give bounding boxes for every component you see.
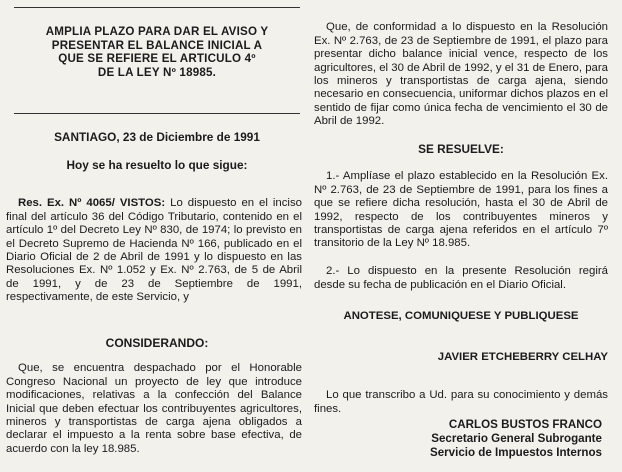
considerando-paragraph: Que, se encuentra despachado por el Honorable Congreso Nacional un proyecto de ley que introduce modificaciones, relativas a la confección del Balance Inicial que deben efectuar los contribuyentes agricultores, mineros y transportistas de carga ajena obligados a declarar el impuesto a la renta sobre base efectiva, de acuerdo con la ley 18.985.: [6, 362, 302, 455]
title-line-3: QUE SE REFIERE EL ARTICULO 4º: [58, 52, 256, 65]
signatory-name: JAVIER ETCHEBERRY CELHAY: [437, 351, 608, 363]
signature-name: CARLOS BUSTOS FRANCO: [448, 418, 602, 431]
signature-title-1: Secretario General Subrogante: [431, 432, 602, 445]
resolved-intro: Hoy se ha resuelto lo que sigue:: [66, 158, 248, 172]
title-line-4: DE LA LEY Nº 18985.: [97, 65, 217, 79]
closing-formula: ANOTESE, COMUNIQUESE Y PUBLIQUESE: [343, 310, 579, 322]
resolution-item-2: 2.- Lo dispuesto en la presente Resolución regirá desde su fecha de publicación en el Diario Oficial.: [314, 265, 608, 291]
opening-paragraph: Que, de conformidad a lo dispuesto en la Resolución Ex. Nº 2.763, de 23 de Septiembre de 1991, el plazo para presentar dicho balance inicial vence, respecto de los agricultores, el 30 de Abril de 1992, y el 31 de Enero, para los mineros y transportistas de carga ajena, siendo necesario en consecuencia, uniformar dichos plazos en el sentido de fijar como única fecha de vencimiento el 30 de Abril de 1992.: [314, 21, 608, 128]
title-rule: [14, 113, 300, 114]
transcription-note: Lo que transcribo a Ud. para su conocimiento y demás fines.: [314, 389, 608, 415]
article-title: [14, 25, 300, 79]
title-line-1: AMPLIA PLAZO PARA DAR EL AVISO Y: [45, 25, 269, 38]
dateline: SANTIAGO, 23 de Diciembre de 1991: [54, 130, 260, 144]
vistos-text: Lo dispuesto en el inciso final del artículo 36 del Código Tributario, contenido en el artículo 1º del Decreto Ley Nº 830, de 1974; lo previsto en el Decreto Supremo de Hacienda Nº 166, publicado en el Diario Oficial de 2 de Abril de 1991 y lo dispuesto en las Resoluciones Ex. Nº 1.052 y Ex. Nº 2.763, de 5 de Abril de 1991, y de 23 de Septiembre de 1991, respectivamente, de este Servicio, y: [6, 197, 302, 304]
title-line-2: PRESENTAR EL BALANCE INICIAL A: [51, 38, 263, 52]
se-resuelve-heading: SE RESUELVE:: [418, 142, 504, 156]
considerando-heading: CONSIDERANDO:: [105, 336, 209, 350]
top-rule: [14, 7, 300, 8]
vistos-paragraph: [6, 197, 302, 304]
resolution-item-1: 1.- Amplíase el plazo establecido en la Resolución Ex. Nº 2.763, de 23 de Septiembre de 1991, para los fines a que se refiere dicha resolución, hasta el 30 de Abril de 1992, respecto de los contribuyentes mineros y transportistas de carga ajena referidos en el artículo 7º transitorio de la Ley Nº 18.985.: [314, 170, 608, 250]
vistos-label: Res. Ex. Nº 4065/ VISTOS:: [18, 197, 166, 210]
signature-title-2: Servicio de Impuestos Internos: [429, 446, 602, 459]
